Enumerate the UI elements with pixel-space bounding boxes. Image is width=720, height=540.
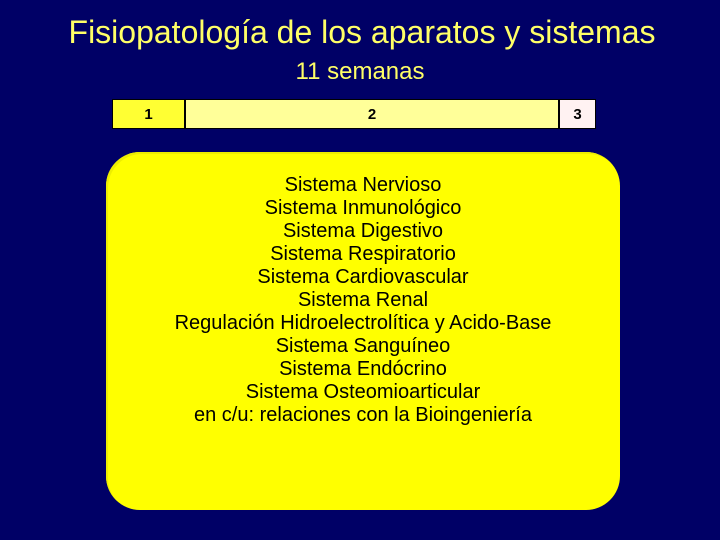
systems-list <box>106 174 620 427</box>
slide-title: Fisiopatología de los aparatos y sistemas <box>68 14 656 50</box>
list-item: en c/u: relaciones con la Bioingeniería <box>194 404 532 426</box>
list-item: Sistema Digestivo <box>282 220 444 242</box>
list-item: Sistema Cardiovascular <box>257 266 469 288</box>
timeline-segment-3: 3 <box>560 99 596 129</box>
list-item: Sistema Osteomioarticular <box>245 381 481 403</box>
timeline-bar <box>112 99 596 129</box>
list-item: Sistema Endócrino <box>279 358 447 380</box>
timeline-segment-1: 1 <box>112 99 186 129</box>
slide-subtitle: 11 semanas <box>295 58 425 85</box>
list-item: Sistema Respiratorio <box>270 243 456 265</box>
list-item: Sistema Renal <box>297 289 429 311</box>
list-item: Sistema Inmunológico <box>264 197 462 219</box>
list-item: Regulación Hidroelectrolítica y Acido-Base <box>174 312 552 334</box>
list-item: Sistema Sanguíneo <box>275 335 451 357</box>
timeline-segment-2: 2 <box>186 99 560 129</box>
list-item: Sistema Nervioso <box>284 174 442 196</box>
